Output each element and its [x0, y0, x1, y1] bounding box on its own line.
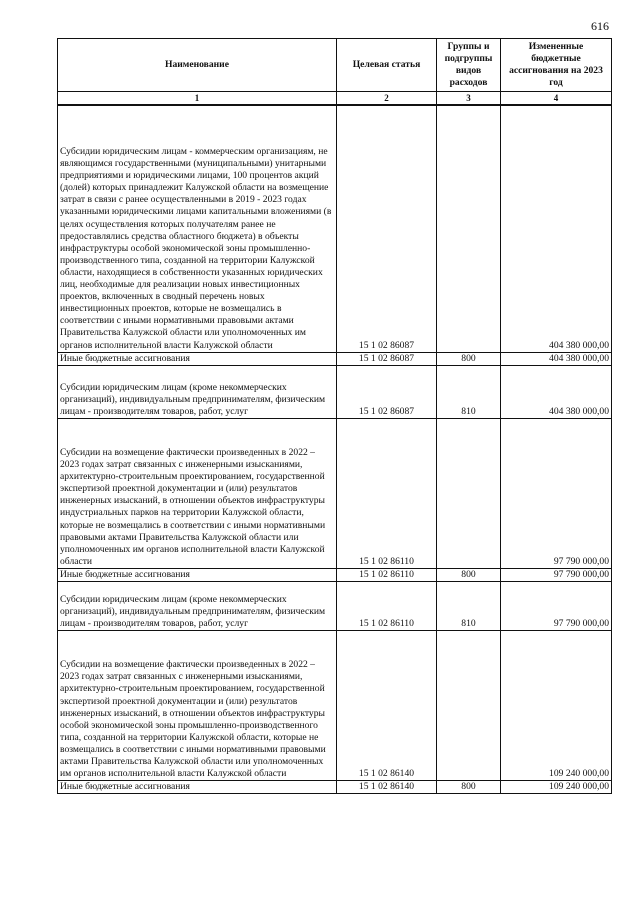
row-group	[437, 418, 501, 568]
row-group: 800	[437, 781, 501, 794]
row-name: Иные бюджетные ассигнования	[58, 568, 337, 581]
row-group	[437, 105, 501, 352]
table-row	[58, 365, 612, 418]
row-amount: 404 380 000,00	[501, 105, 612, 352]
row-code: 15 1 02 86110	[337, 418, 437, 568]
row-group: 810	[437, 365, 501, 418]
row-name: Иные бюджетные ассигнования	[58, 781, 337, 794]
row-code: 15 1 02 86140	[337, 631, 437, 781]
page-number: 616	[591, 19, 609, 33]
table-row	[58, 352, 612, 365]
header-target-article: Целевая статья	[337, 39, 437, 92]
row-name: Иные бюджетные ассигнования	[58, 352, 337, 365]
row-name: Субсидии юридическим лицам (кроме некоммерческих организаций), индивидуальным предпринимателям, физическим лицам - производителям товаров, работ, услуг	[58, 582, 337, 631]
row-group: 800	[437, 568, 501, 581]
column-number-row	[58, 92, 612, 106]
column-number: 2	[337, 92, 437, 106]
column-number: 4	[501, 92, 612, 106]
table-row	[58, 568, 612, 581]
table-row	[58, 582, 612, 631]
row-code: 15 1 02 86087	[337, 365, 437, 418]
header-amount-2023: Измененные бюджетные ассигнования на 2023 год	[501, 39, 612, 92]
row-amount: 109 240 000,00	[501, 631, 612, 781]
table-header-row	[58, 39, 612, 92]
column-number: 3	[437, 92, 501, 106]
table-row	[58, 105, 612, 352]
table-row	[58, 631, 612, 781]
row-amount: 109 240 000,00	[501, 781, 612, 794]
row-amount: 97 790 000,00	[501, 568, 612, 581]
column-number: 1	[58, 92, 337, 106]
row-group: 800	[437, 352, 501, 365]
row-code: 15 1 02 86087	[337, 105, 437, 352]
row-amount: 404 380 000,00	[501, 365, 612, 418]
row-name: Субсидии на возмещение фактически произведенных в 2022 – 2023 годах затрат связанных с инженерными изысканиями, архитектурно-строительным проектированием, государственной экспертизой проектной документации и (или) результатов инженерных изысканий, в отношении объектов инфраструктуры особой экономической зоны промышленно-производственного типа, созданной на территории Калужской области, которые не возмещались в соответствии с иными нормативными правовыми актами Правительства Калужской области или уполномоченных им органов исполнительной власти Калужской области	[58, 631, 337, 781]
row-code: 15 1 02 86087	[337, 352, 437, 365]
row-name: Субсидии юридическим лицам (кроме некоммерческих организаций), индивидуальным предпринимателям, физическим лицам - производителям товаров, работ, услуг	[58, 365, 337, 418]
row-code: 15 1 02 86140	[337, 781, 437, 794]
row-amount: 97 790 000,00	[501, 582, 612, 631]
table-row	[58, 781, 612, 794]
row-amount: 404 380 000,00	[501, 352, 612, 365]
row-name: Субсидии на возмещение фактически произведенных в 2022 – 2023 годах затрат связанных с инженерными изысканиями, архитектурно-строительным проектированием, государственной экспертизой проектной документации и (или) результатов инженерных изысканий, в отношении объектов инфраструктуры индустриальных парков на территории Калужской области, которые не возмещались в соответствии с иными нормативными правовыми актами Правительства Калужской области или уполномоченных им органов исполнительной власти Калужской области	[58, 418, 337, 568]
row-code: 15 1 02 86110	[337, 582, 437, 631]
row-group: 810	[437, 582, 501, 631]
row-group	[437, 631, 501, 781]
budget-table	[57, 38, 612, 794]
row-code: 15 1 02 86110	[337, 568, 437, 581]
header-expense-groups: Группы и подгруппы видов расходов	[437, 39, 501, 92]
table-row	[58, 418, 612, 568]
header-name: Наименование	[58, 39, 337, 92]
row-name: Субсидии юридическим лицам - коммерческим организациям, не являющимся государственными (муниципальными) унитарными предприятиями и юридическими лицами, 100 процентов акций (долей) которых принадлежит Калужской области на возмещение затрат в связи с ранее осуществленными в 2019 - 2023 годах указанными юридическими лицами капитальными вложениями (в целях осуществления которых получателям ранее не предоставлялись средства областного бюджета) в объекты инфраструктуры особой экономической зоны промышленно-производственного типа, созданной на территории Калужской области, находящиеся в собственности указанных юридических лиц, необходимые для реализации новых инвестиционных проектов, включенных в сводный перечень новых инвестиционных проектов, которые не возмещались в соответствии с иными нормативными правовыми актами Правительства Калужской области или уполномоченных им органов исполнительной власти Калужской области	[58, 105, 337, 352]
row-amount: 97 790 000,00	[501, 418, 612, 568]
